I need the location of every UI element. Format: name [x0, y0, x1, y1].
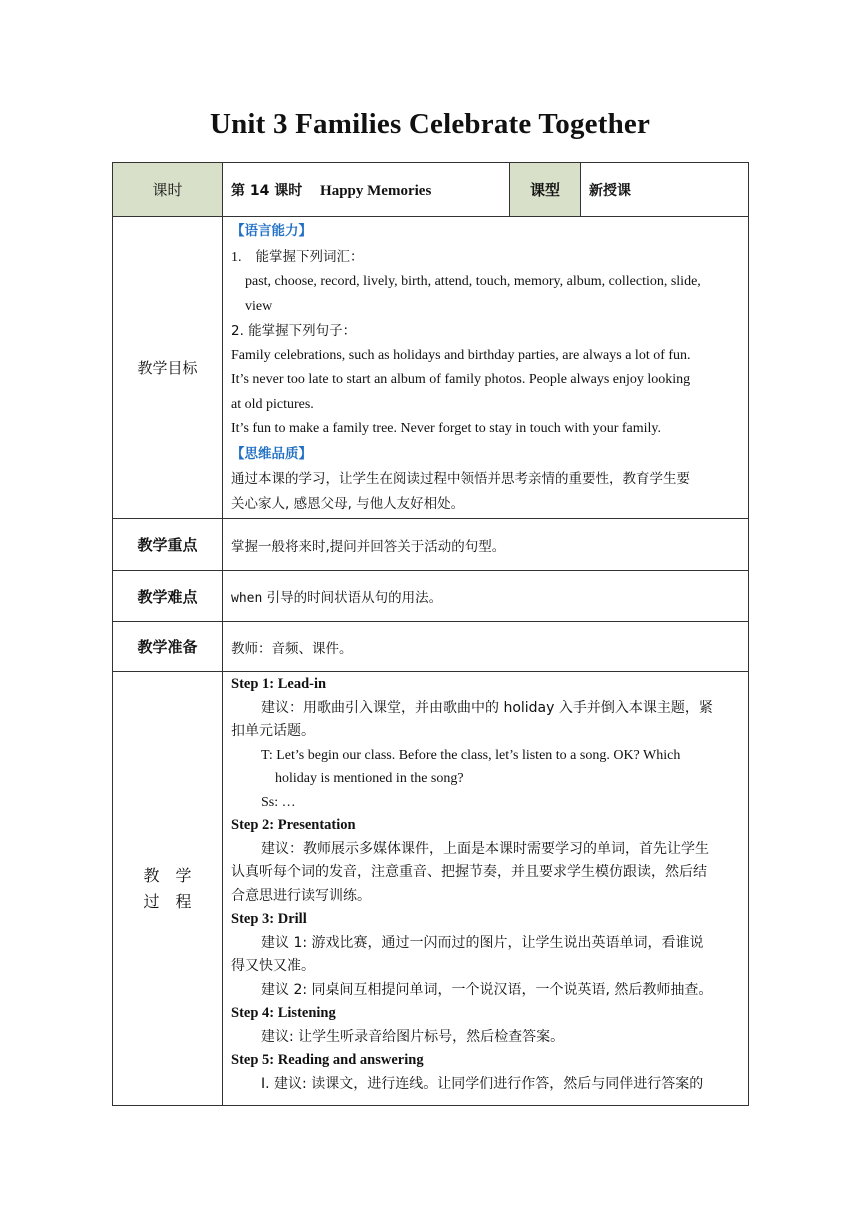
process-content: Step 1: Lead-in 建议：用歌曲引入课堂，并由歌曲中的 holiday 入手并倒入本课主题，紧 扣单元话题。 T: Let’s begin our class. Before the class, let’s listen to a song. OK? Which holiday is mentioned in the song? Ss: … Step 2: Presentation 建议：教师展示多媒体课件，上面是本课时需要学习的单词，首先让学生 认真听每个词的发音，注意重音、把握节奏，并且要求学生模仿跟读，然后结 合意思进行读写训练。 Step 3: Drill 建议 1: 游戏比赛，通过一闪而过的图片，让学生说出英语单词，看谁说 得又快又准。 建议 2: 同桌间互相提问单词，一个说汉语，一个说英语, 然后教师抽查。 Step 4: Listening 建议: 让学生听录音给图片标号，然后检查答案。 Step 5: Reading and answering I. 建议: 读课文，进行连线。让同学们进行作答，然后与同伴进行答案的	[223, 672, 749, 1106]
language-ability-heading: 【语言能力】	[231, 223, 312, 239]
preparation-label: 教学准备	[113, 622, 223, 672]
difficulties-label: 教学难点	[113, 571, 223, 622]
key-points-row	[113, 519, 749, 571]
document-title: Unit 3 Families Celebrate Together	[209, 108, 651, 140]
objectives-content: 【语言能力】 1. 能掌握下列词汇： past, choose, record, lively, birth, attend, touch, memory, album, collection, slide, view 2. 能掌握下列句子： Family celebrations, such as holidays and birthday parties, are always a lot of fun. It’s never too late to start an album of family photos. People always enjoy looking at old pictures. It’s fun to make a family tree. Never forget to stay in touch with your family. 【思维品质】 通过本课的学习，让学生在阅读过程中领悟并思考亲情的重要性，教育学生要 关心家人, 感恩父母, 与他人友好相处。	[223, 217, 749, 519]
difficulties-row	[113, 571, 749, 622]
step-4-heading: Step 4: Listening	[231, 1005, 336, 1021]
step-2-heading: Step 2: Presentation	[231, 817, 356, 833]
step-3-heading: Step 3: Drill	[231, 911, 307, 927]
process-label: 教 学 过 程	[113, 672, 223, 1106]
lesson-name: Happy Memories	[320, 182, 432, 199]
type-value: 新授课	[581, 163, 749, 217]
thinking-quality-heading: 【思维品质】	[231, 445, 312, 462]
difficulties-value: when 引导的时间状语从句的用法。	[223, 571, 749, 622]
type-label: 课型	[510, 163, 581, 217]
sentence-line: It’s fun to make a family tree. Never forget to stay in touch with your family.	[231, 421, 661, 436]
lesson-value	[223, 163, 510, 217]
sentence-line: at old pictures.	[231, 396, 314, 412]
objectives-label: 教学目标	[113, 217, 223, 519]
key-points-label: 教学重点	[113, 519, 223, 571]
vocab-line: past, choose, record, lively, birth, attend, touch, memory, album, collection, slide,	[245, 274, 701, 289]
lesson-plan-table	[112, 162, 749, 1106]
step-5-heading: Step 5: Reading and answering	[231, 1052, 424, 1068]
lesson-number: 第 14 课时	[231, 182, 303, 199]
objectives-row	[113, 217, 749, 519]
vocab-line: view	[245, 298, 273, 314]
key-points-value: 掌握一般将来时,提问并回答关于活动的句型。	[223, 519, 749, 571]
preparation-row	[113, 622, 749, 672]
sentence-line: Family celebrations, such as holidays and birthday parties, are always a lot of fun.	[231, 347, 691, 363]
preparation-value: 教师：音频、课件。	[223, 622, 749, 672]
sentence-line: It’s never too late to start an album of family photos. People always enjoy looking	[231, 372, 691, 387]
step-1-heading: Step 1: Lead-in	[231, 676, 327, 692]
header-row	[113, 163, 749, 217]
process-row	[113, 672, 749, 1106]
lesson-label: 课时	[113, 163, 223, 217]
